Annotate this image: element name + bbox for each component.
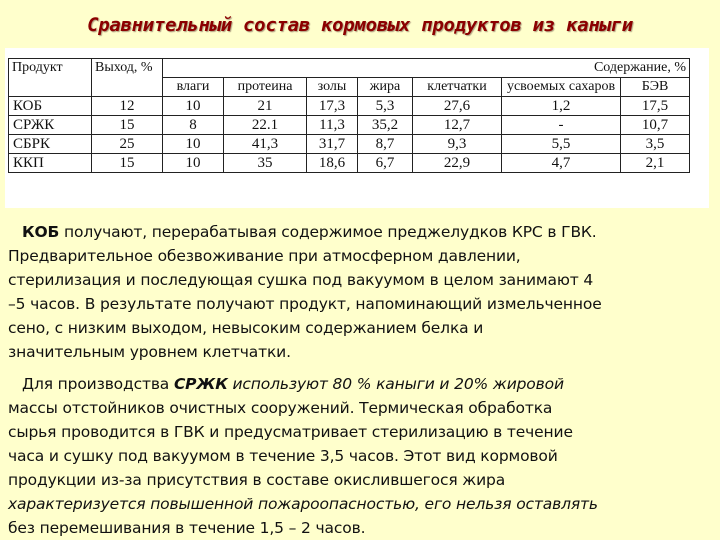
cell-value: 8	[163, 116, 224, 135]
cell-value: 1,2	[502, 97, 621, 116]
composition-table	[8, 58, 690, 173]
cell-value: 22.1	[224, 116, 307, 135]
subheader-moisture: влаги	[163, 78, 224, 97]
cell-yield: 25	[92, 135, 163, 154]
paragraph-line	[8, 372, 714, 396]
cell-value: 5,3	[358, 97, 413, 116]
cell-value: 35	[224, 154, 307, 173]
cell-yield: 15	[92, 154, 163, 173]
page-title: Сравнительный состав кормовых продуктов из каныги	[87, 14, 633, 36]
cell-value: 4,7	[502, 154, 621, 173]
cell-value: 12,7	[413, 116, 502, 135]
subheader-protein: протеина	[224, 78, 307, 97]
composition-table-image	[5, 48, 709, 208]
cell-value: 17,3	[307, 97, 358, 116]
paragraph-line: значительным уровнем клетчатки.	[8, 343, 291, 361]
paragraph-line: –5 часов. В результате получают продукт, напоминающий измельченное	[8, 295, 602, 313]
cell-product: КОБ	[9, 97, 92, 116]
paragraph-line: сырья проводится в ГВК и предусматривает стерилизацию в течение	[8, 423, 573, 441]
cell-value: 21	[224, 97, 307, 116]
cell-value: 8,7	[358, 135, 413, 154]
subheader-sugars: усвоемых сахаров	[502, 78, 621, 97]
term-kob: КОБ	[22, 223, 60, 241]
paragraph-line: Предварительное обезвоживание при атмосферном давлении,	[8, 247, 521, 265]
term-srzhk: СРЖК	[173, 375, 228, 393]
cell-value: 10,7	[621, 116, 690, 135]
cell-value: 10	[163, 154, 224, 173]
cell-value: 31,7	[307, 135, 358, 154]
header-yield: Выход, %	[92, 59, 163, 97]
cell-value: 11,3	[307, 116, 358, 135]
cell-product: ККП	[9, 154, 92, 173]
cell-value: -	[502, 116, 621, 135]
cell-value: 10	[163, 135, 224, 154]
cell-value: 3,5	[621, 135, 690, 154]
paragraph-text: получают, перерабатывая содержимое преджелудков КРС в ГВК.	[59, 223, 597, 241]
cell-value: 27,6	[413, 97, 502, 116]
cell-value: 2,1	[621, 154, 690, 173]
table-header-row	[9, 59, 690, 78]
cell-value: 18,6	[307, 154, 358, 173]
cell-value: 41,3	[224, 135, 307, 154]
subheader-ash: золы	[307, 78, 358, 97]
paragraph-text: используют 80 % каныги и 20% жировой	[227, 375, 564, 393]
paragraph-line: стерилизация и последующая сушка под вакуумом в целом занимают 4	[8, 271, 594, 289]
paragraph-text: Для производства	[22, 375, 174, 393]
paragraph-line: массы отстойников очистных сооружений. Термическая обработка	[8, 399, 553, 417]
paragraph-line: характеризуется повышенной пожароопасностью, его нельзя оставлять	[8, 495, 598, 513]
header-product: Продукт	[9, 59, 92, 97]
paragraph-line: часа и сушку под вакуумом в течение 3,5 часов. Этот вид кормовой	[8, 447, 558, 465]
cell-product: СРЖК	[9, 116, 92, 135]
paragraph-line: продукции из-за присутствия в составе окислившегося жира	[8, 471, 506, 489]
subheader-bev: БЭВ	[621, 78, 690, 97]
cell-value: 22,9	[413, 154, 502, 173]
cell-value: 6,7	[358, 154, 413, 173]
paragraph-srzhk	[8, 372, 714, 540]
table-row	[9, 135, 690, 154]
cell-value: 5,5	[502, 135, 621, 154]
cell-yield: 12	[92, 97, 163, 116]
paragraph-line: без перемешивания в течение 1,5 – 2 часов.	[8, 519, 366, 537]
header-content: Содержание, %	[163, 59, 690, 78]
cell-value: 17,5	[621, 97, 690, 116]
cell-value: 35,2	[358, 116, 413, 135]
subheader-fat: жира	[358, 78, 413, 97]
cell-value: 9,3	[413, 135, 502, 154]
table-row	[9, 154, 690, 173]
cell-product: СБРК	[9, 135, 92, 154]
cell-value: 10	[163, 97, 224, 116]
subheader-fiber: клетчатки	[413, 78, 502, 97]
paragraph-line	[8, 220, 714, 244]
cell-yield: 15	[92, 116, 163, 135]
paragraph-kob	[8, 220, 714, 364]
paragraph-line: сено, с низким выходом, невысоким содержанием белка и	[8, 319, 484, 337]
table-row	[9, 116, 690, 135]
table-row	[9, 97, 690, 116]
